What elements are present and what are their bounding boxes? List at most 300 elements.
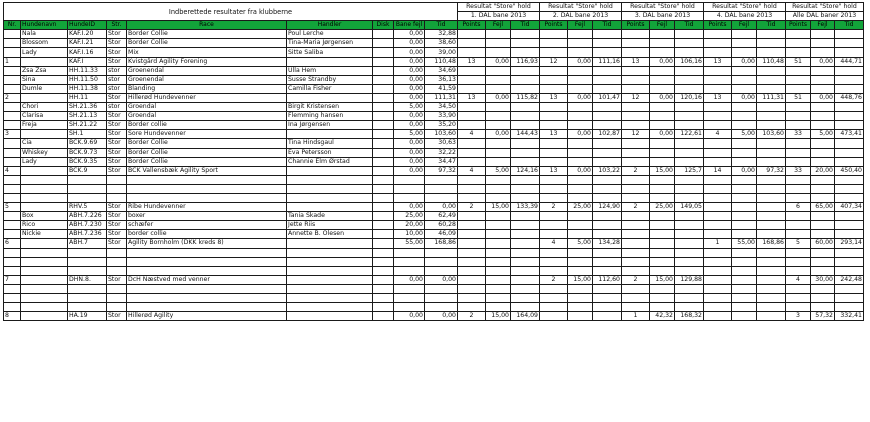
cell-dal2-points (540, 221, 568, 230)
cell-race (127, 193, 287, 202)
cell-hundeid: BCK.9.73 (68, 148, 107, 157)
cell-dal4-fejl (732, 203, 757, 212)
cell-total-tid (835, 257, 864, 266)
cell-hundeid: SH.1 (68, 130, 107, 139)
cell-hundenavn: Nala (21, 30, 68, 39)
cell-total-tid (835, 30, 864, 39)
cell-dal3-points: 2 (622, 166, 650, 175)
cell-total-fejl (811, 184, 835, 193)
cell-total-tid: 448,76 (835, 93, 864, 102)
cell-hundenavn (21, 193, 68, 202)
cell-total-points (786, 66, 811, 75)
cell-total-points (786, 121, 811, 130)
cell-dal2-fejl (568, 103, 593, 112)
cell-disk (373, 175, 394, 184)
cell-dal3-points (622, 212, 650, 221)
cell-hundenavn: Cia (21, 139, 68, 148)
sheet-title: Indberettede resultater fra klubberne (4, 3, 458, 21)
cell-dal2-fejl (568, 212, 593, 221)
cell-dal3-tid (675, 248, 704, 257)
cell-dal4-fejl (732, 175, 757, 184)
cell-race: Hillerød Agility (127, 312, 287, 321)
cell-dal2-points (540, 257, 568, 266)
cell-dal4-tid (757, 303, 786, 312)
cell-bane-fejl: 20,00 (394, 221, 425, 230)
cell-dal2-points (540, 148, 568, 157)
cell-total-points (786, 39, 811, 48)
cell-bane-fejl: 0,00 (394, 48, 425, 57)
cell-hundeid: HA.19 (68, 312, 107, 321)
cell-total-tid (835, 39, 864, 48)
cell-dal4-tid (757, 84, 786, 93)
cell-dal2-tid: 102,87 (593, 130, 622, 139)
cell-bane-fejl: 0,00 (394, 112, 425, 121)
column-header-row (4, 21, 864, 30)
cell-total-points: 6 (786, 203, 811, 212)
cell-total-tid (835, 266, 864, 275)
cell-dal2-fejl (568, 84, 593, 93)
cell-nr (4, 303, 21, 312)
cell-bane-fejl: 0,00 (394, 75, 425, 84)
cell-disk (373, 75, 394, 84)
cell-dal3-points (622, 193, 650, 202)
cell-dal4-fejl (732, 148, 757, 157)
cell-total-fejl (811, 175, 835, 184)
table-row (4, 66, 864, 75)
cell-dal3-tid (675, 103, 704, 112)
cell-dal1-fejl: 0,00 (486, 130, 511, 139)
cell-dal2-tid (593, 121, 622, 130)
cell-total-points (786, 139, 811, 148)
cell-disk (373, 66, 394, 75)
cell-str: Stor (107, 275, 127, 284)
cell-dal2-tid (593, 184, 622, 193)
cell-dal2-tid (593, 248, 622, 257)
cell-nr (4, 284, 21, 293)
cell-dal3-fejl (650, 103, 675, 112)
cell-dal3-fejl (650, 257, 675, 266)
group-3-subheading: 3. DAL bane 2013 (622, 12, 704, 21)
cell-dal1-tid (511, 294, 540, 303)
cell-tid: 60,28 (425, 221, 458, 230)
cell-disk (373, 48, 394, 57)
table-row (4, 121, 864, 130)
cell-dal2-fejl (568, 157, 593, 166)
cell-dal4-fejl (732, 30, 757, 39)
cell-nr (4, 175, 21, 184)
cell-dal1-fejl (486, 112, 511, 121)
cell-total-tid: 444,71 (835, 57, 864, 66)
cell-dal4-tid (757, 294, 786, 303)
cell-race: Mix (127, 48, 287, 57)
cell-disk (373, 39, 394, 48)
cell-total-points (786, 175, 811, 184)
cell-race: Groendal (127, 112, 287, 121)
cell-dal1-fejl (486, 48, 511, 57)
cell-dal2-tid (593, 312, 622, 321)
cell-dal2-fejl (568, 139, 593, 148)
cell-tid: 30,63 (425, 139, 458, 148)
cell-dal3-points (622, 66, 650, 75)
table-row (4, 30, 864, 39)
cell-handler: Susse Strandby (287, 75, 373, 84)
cell-race (127, 257, 287, 266)
cell-dal3-fejl (650, 148, 675, 157)
cell-dal3-fejl (650, 139, 675, 148)
cell-tid (425, 184, 458, 193)
cell-str: stor (107, 103, 127, 112)
cell-dal1-fejl (486, 103, 511, 112)
cell-dal2-fejl (568, 48, 593, 57)
cell-dal4-fejl (732, 248, 757, 257)
cell-race: schæfer (127, 221, 287, 230)
cell-dal2-fejl (568, 66, 593, 75)
cell-total-fejl (811, 112, 835, 121)
cell-dal1-tid (511, 148, 540, 157)
cell-dal2-tid (593, 30, 622, 39)
cell-dal3-points (622, 284, 650, 293)
cell-dal4-fejl (732, 157, 757, 166)
cell-dal1-points (458, 39, 486, 48)
cell-dal1-points (458, 257, 486, 266)
cell-tid: 36,13 (425, 75, 458, 84)
cell-dal1-tid (511, 275, 540, 284)
cell-dal2-fejl (568, 75, 593, 84)
cell-bane-fejl (394, 193, 425, 202)
cell-dal1-tid (511, 266, 540, 275)
column-header-dal2-points: Points (540, 21, 568, 30)
cell-hundeid: DHN.8. (68, 275, 107, 284)
cell-dal3-points (622, 230, 650, 239)
cell-total-points (786, 248, 811, 257)
cell-bane-fejl: 0,00 (394, 84, 425, 93)
cell-nr (4, 230, 21, 239)
column-header-dal3-points: Points (622, 21, 650, 30)
cell-dal4-tid (757, 275, 786, 284)
cell-dal1-points (458, 193, 486, 202)
cell-race (127, 175, 287, 184)
cell-dal2-points (540, 294, 568, 303)
cell-dal1-tid (511, 66, 540, 75)
cell-hundenavn: Nickie (21, 230, 68, 239)
cell-total-points: 51 (786, 93, 811, 102)
cell-dal3-fejl (650, 157, 675, 166)
cell-nr (4, 148, 21, 157)
column-header-handler: Handler (287, 21, 373, 30)
cell-dal3-tid: 168,32 (675, 312, 704, 321)
cell-hundeid: SH.21.22 (68, 121, 107, 130)
cell-nr: 4 (4, 166, 21, 175)
cell-total-fejl (811, 157, 835, 166)
cell-dal1-points (458, 157, 486, 166)
cell-total-points (786, 294, 811, 303)
column-header-dal2-fejl: Fejl (568, 21, 593, 30)
cell-dal3-fejl (650, 112, 675, 121)
cell-dal2-fejl: 0,00 (568, 93, 593, 102)
table-row (4, 294, 864, 303)
column-header-total-tid: Tid (835, 21, 864, 30)
cell-dal3-points (622, 112, 650, 121)
cell-disk (373, 230, 394, 239)
cell-total-points: 33 (786, 166, 811, 175)
cell-tid: 110,48 (425, 57, 458, 66)
cell-dal1-fejl (486, 84, 511, 93)
cell-handler (287, 275, 373, 284)
cell-dal3-tid: 125,7 (675, 166, 704, 175)
cell-nr (4, 84, 21, 93)
cell-nr (4, 157, 21, 166)
column-header-dal2-tid: Tid (593, 21, 622, 30)
cell-dal1-points (458, 84, 486, 93)
group-4-subheading: 4. DAL bane 2013 (704, 12, 786, 21)
cell-race: Groenendal (127, 66, 287, 75)
cell-hundeid: HH.11.50 (68, 75, 107, 84)
cell-dal2-points (540, 84, 568, 93)
cell-dal2-tid (593, 75, 622, 84)
cell-tid: 38,60 (425, 39, 458, 48)
cell-disk (373, 166, 394, 175)
cell-dal3-points (622, 175, 650, 184)
cell-handler: Tina-Maria Jørgensen (287, 39, 373, 48)
cell-handler (287, 312, 373, 321)
cell-hundenavn (21, 239, 68, 248)
cell-dal3-points (622, 294, 650, 303)
cell-dal4-points (704, 184, 732, 193)
cell-total-tid (835, 175, 864, 184)
cell-total-points: 3 (786, 312, 811, 321)
cell-handler: Poul Lerche (287, 30, 373, 39)
cell-str: Stor (107, 30, 127, 39)
cell-dal3-fejl (650, 39, 675, 48)
cell-dal3-fejl (650, 221, 675, 230)
cell-dal4-fejl (732, 212, 757, 221)
cell-dal3-fejl (650, 284, 675, 293)
cell-dal4-points (704, 275, 732, 284)
cell-handler: Sitte Saliba (287, 48, 373, 57)
cell-nr (4, 121, 21, 130)
cell-dal4-points (704, 175, 732, 184)
cell-total-tid (835, 248, 864, 257)
cell-race: Agility Bornholm (DKK kreds 8) (127, 239, 287, 248)
cell-dal4-points (704, 312, 732, 321)
cell-dal2-fejl (568, 312, 593, 321)
cell-hundeid: SH.21.36 (68, 103, 107, 112)
cell-disk (373, 193, 394, 202)
cell-dal3-tid (675, 193, 704, 202)
cell-dal4-fejl (732, 139, 757, 148)
cell-dal4-fejl (732, 84, 757, 93)
cell-dal2-tid: 111,16 (593, 57, 622, 66)
cell-dal3-tid (675, 148, 704, 157)
cell-dal2-points (540, 266, 568, 275)
cell-total-points (786, 103, 811, 112)
cell-nr (4, 248, 21, 257)
cell-hundenavn (21, 93, 68, 102)
cell-nr (4, 266, 21, 275)
cell-dal2-fejl: 0,00 (568, 57, 593, 66)
cell-total-fejl (811, 148, 835, 157)
cell-dal4-fejl (732, 312, 757, 321)
cell-str: stor (107, 84, 127, 93)
cell-dal2-tid (593, 148, 622, 157)
cell-dal2-tid: 124,90 (593, 203, 622, 212)
cell-total-tid (835, 303, 864, 312)
cell-handler (287, 284, 373, 293)
cell-dal1-points (458, 239, 486, 248)
cell-dal4-fejl (732, 66, 757, 75)
cell-dal1-points: 4 (458, 130, 486, 139)
cell-disk (373, 257, 394, 266)
cell-disk (373, 184, 394, 193)
cell-total-tid (835, 148, 864, 157)
cell-dal1-points (458, 294, 486, 303)
cell-hundenavn: Box (21, 212, 68, 221)
cell-dal3-points (622, 248, 650, 257)
cell-hundenavn (21, 184, 68, 193)
cell-hundeid: KAF.I.21 (68, 39, 107, 48)
table-row (4, 93, 864, 102)
cell-dal4-fejl: 0,00 (732, 93, 757, 102)
cell-total-tid (835, 221, 864, 230)
cell-dal1-tid (511, 184, 540, 193)
cell-dal2-fejl (568, 248, 593, 257)
cell-dal2-points: 13 (540, 166, 568, 175)
cell-hundeid (68, 257, 107, 266)
cell-hundeid: ABH.7.230 (68, 221, 107, 230)
cell-dal1-tid: 144,43 (511, 130, 540, 139)
cell-dal3-tid: 129,88 (675, 275, 704, 284)
cell-dal3-tid (675, 184, 704, 193)
cell-dal4-fejl (732, 121, 757, 130)
cell-dal4-fejl (732, 112, 757, 121)
cell-disk (373, 239, 394, 248)
cell-total-fejl (811, 66, 835, 75)
cell-total-tid: 450,40 (835, 166, 864, 175)
cell-dal4-points (704, 30, 732, 39)
cell-disk (373, 157, 394, 166)
cell-dal2-points (540, 212, 568, 221)
cell-total-fejl: 0,00 (811, 57, 835, 66)
cell-total-fejl (811, 121, 835, 130)
cell-hundeid (68, 303, 107, 312)
cell-dal3-points: 12 (622, 93, 650, 102)
table-row (4, 184, 864, 193)
cell-dal1-points (458, 66, 486, 75)
cell-race: Border collie (127, 121, 287, 130)
cell-nr: 5 (4, 203, 21, 212)
cell-total-tid (835, 294, 864, 303)
cell-dal1-tid (511, 175, 540, 184)
cell-dal1-fejl (486, 239, 511, 248)
cell-dal2-points: 13 (540, 93, 568, 102)
cell-dal4-points (704, 112, 732, 121)
cell-nr: 3 (4, 130, 21, 139)
cell-dal3-tid (675, 121, 704, 130)
cell-disk (373, 284, 394, 293)
cell-dal4-points (704, 193, 732, 202)
cell-dal3-tid (675, 221, 704, 230)
cell-dal4-points (704, 139, 732, 148)
cell-total-fejl: 65,00 (811, 203, 835, 212)
cell-disk (373, 148, 394, 157)
cell-bane-fejl (394, 248, 425, 257)
cell-tid: 33,90 (425, 112, 458, 121)
cell-dal1-tid: 133,39 (511, 203, 540, 212)
cell-total-points (786, 75, 811, 84)
cell-dal2-tid: 112,60 (593, 275, 622, 284)
cell-str: Stor (107, 112, 127, 121)
cell-dal4-fejl: 55,00 (732, 239, 757, 248)
cell-dal1-fejl: 15,00 (486, 312, 511, 321)
cell-total-fejl (811, 212, 835, 221)
cell-dal2-fejl: 0,00 (568, 130, 593, 139)
cell-str: stor (107, 66, 127, 75)
cell-handler: Annette B. Olesen (287, 230, 373, 239)
cell-dal4-fejl: 0,00 (732, 57, 757, 66)
cell-hundenavn (21, 130, 68, 139)
cell-race (127, 303, 287, 312)
table-row (4, 303, 864, 312)
cell-dal1-tid (511, 75, 540, 84)
cell-dal1-fejl (486, 75, 511, 84)
cell-hundeid: KAF.I (68, 57, 107, 66)
cell-dal2-tid (593, 221, 622, 230)
cell-dal1-fejl (486, 193, 511, 202)
cell-str (107, 175, 127, 184)
cell-total-points (786, 157, 811, 166)
cell-hundenavn: Rico (21, 221, 68, 230)
cell-dal4-fejl (732, 257, 757, 266)
cell-total-tid (835, 121, 864, 130)
cell-nr (4, 112, 21, 121)
cell-total-tid: 407,34 (835, 203, 864, 212)
column-header-hundenavn: Hundenavn (21, 21, 68, 30)
cell-total-fejl (811, 193, 835, 202)
cell-dal3-fejl (650, 266, 675, 275)
cell-dal2-points (540, 193, 568, 202)
cell-total-fejl (811, 48, 835, 57)
cell-dal3-points (622, 184, 650, 193)
cell-hundenavn: Blossom (21, 39, 68, 48)
cell-dal2-tid (593, 294, 622, 303)
cell-dal3-tid (675, 303, 704, 312)
cell-total-fejl: 0,00 (811, 93, 835, 102)
cell-dal3-tid (675, 239, 704, 248)
cell-handler (287, 57, 373, 66)
cell-tid (425, 248, 458, 257)
cell-dal2-points (540, 184, 568, 193)
cell-total-tid: 293,14 (835, 239, 864, 248)
cell-hundeid: ABH.7.236 (68, 230, 107, 239)
cell-dal1-points (458, 284, 486, 293)
table-row (4, 312, 864, 321)
cell-dal3-points (622, 121, 650, 130)
cell-total-points (786, 230, 811, 239)
cell-dal3-points (622, 221, 650, 230)
cell-dal4-tid: 111,31 (757, 93, 786, 102)
cell-dal3-tid (675, 30, 704, 39)
cell-dal1-fejl: 0,00 (486, 93, 511, 102)
cell-bane-fejl: 0,00 (394, 121, 425, 130)
cell-dal3-points (622, 239, 650, 248)
cell-hundeid: HH.11.38 (68, 84, 107, 93)
cell-dal4-fejl (732, 266, 757, 275)
cell-total-points (786, 184, 811, 193)
cell-handler: Ina Jørgensen (287, 121, 373, 130)
cell-dal4-points (704, 203, 732, 212)
cell-total-tid: 473,41 (835, 130, 864, 139)
cell-dal2-fejl (568, 184, 593, 193)
